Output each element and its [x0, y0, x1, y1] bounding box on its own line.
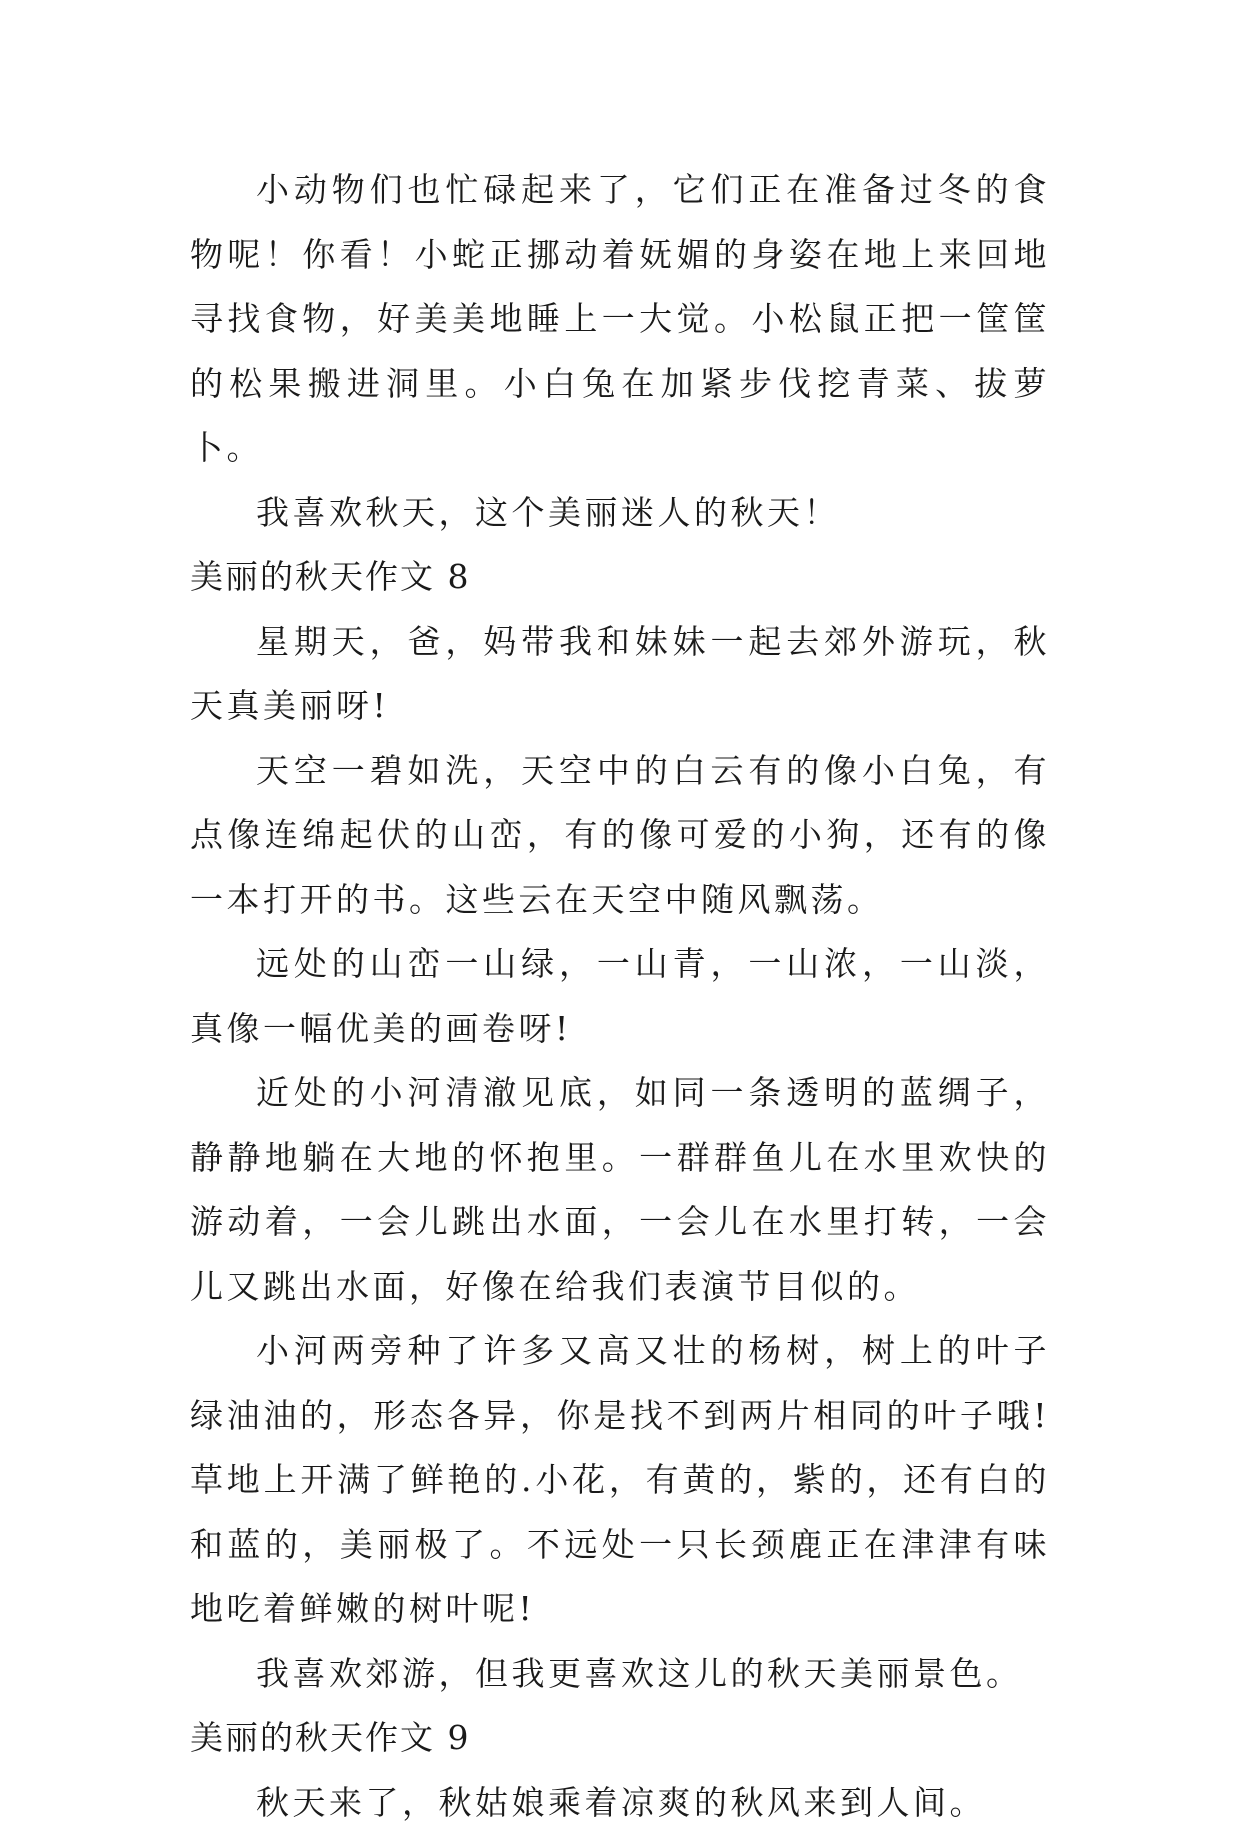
paragraph-autumn-arrives: 秋天来了，秋姑娘乘着凉爽的秋风来到人间。: [190, 1771, 1050, 1835]
essay-title-8: 美丽的秋天作文 8: [190, 545, 1050, 610]
paragraph-poplars: 小河两旁种了许多又高又壮的杨树，树上的叶子绿油油的，形态各异，你是找不到两片相同的叶子哦!草地上开满了鲜艳的.小花，有黄的，紫的，还有白的和蓝的，美丽极了。不远处一只长颈鹿正在津津有味地吃着鲜嫩的树叶呢!: [190, 1319, 1050, 1642]
paragraph-river: 近处的小河清澈见底，如同一条透明的蓝绸子，静静地躺在大地的怀抱里。一群群鱼儿在水里欢快的游动着，一会儿跳出水面，一会儿在水里打转，一会儿又跳出水面，好像在给我们表演节目似的。: [190, 1061, 1050, 1319]
paragraph-i-like-outing: 我喜欢郊游，但我更喜欢这儿的秋天美丽景色。: [190, 1642, 1050, 1707]
essay-title-9: 美丽的秋天作文 9: [190, 1706, 1050, 1771]
document-body: [190, 158, 1050, 1835]
paragraph-mountains: 远处的山峦一山绿，一山青，一山浓，一山淡，真像一幅优美的画卷呀!: [190, 932, 1050, 1061]
paragraph-sunday-outing: 星期天，爸，妈带我和妹妹一起去郊外游玩，秋天真美丽呀!: [190, 610, 1050, 739]
paragraph-i-like-autumn: 我喜欢秋天，这个美丽迷人的秋天！: [190, 481, 1050, 546]
paragraph-animals: 小动物们也忙碌起来了，它们正在准备过冬的食物呢！你看！小蛇正挪动着妩媚的身姿在地上来回地寻找食物，好美美地睡上一大觉。小松鼠正把一筐筐的松果搬进洞里。小白兔在加紧步伐挖青菜、拔萝卜。: [190, 158, 1050, 481]
paragraph-sky-clouds: 天空一碧如洗，天空中的白云有的像小白兔，有点像连绵起伏的山峦，有的像可爱的小狗，还有的像一本打开的书。这些云在天空中随风飘荡。: [190, 739, 1050, 933]
